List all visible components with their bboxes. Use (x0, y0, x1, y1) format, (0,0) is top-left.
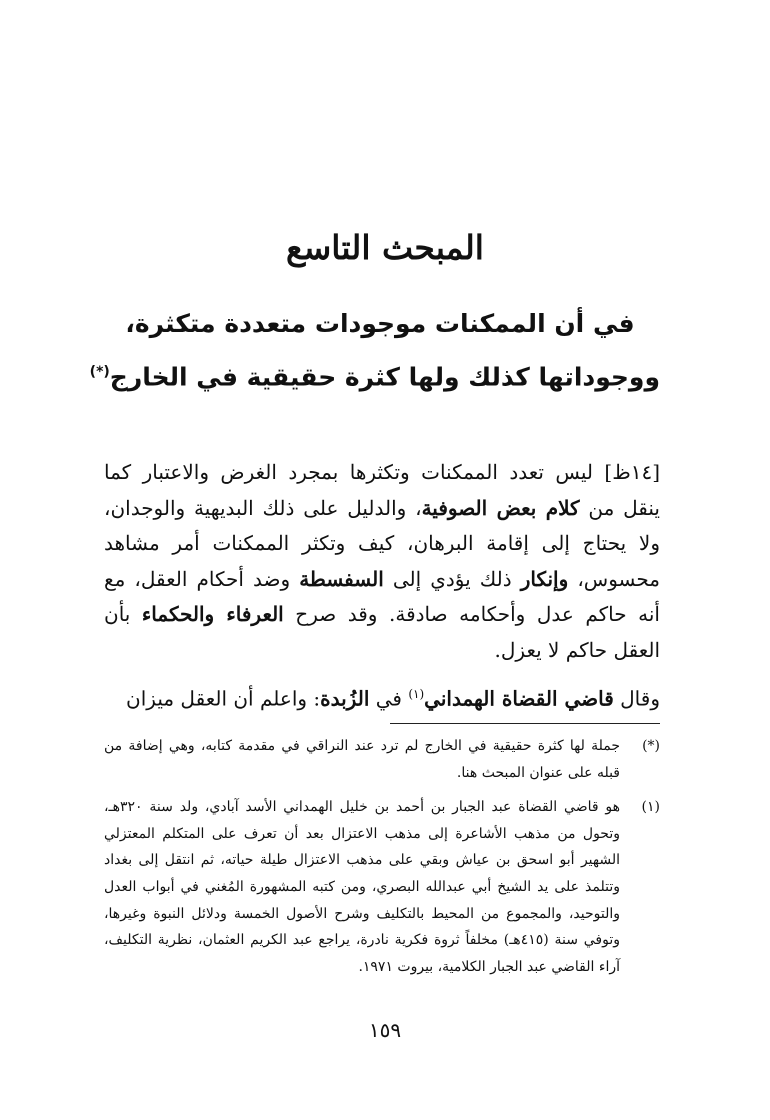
title-footnote-marker: (*) (89, 364, 110, 380)
paragraph-text: ذلك يؤدي إلى (383, 566, 521, 591)
footnote-1 (104, 794, 660, 980)
footnote-marker: (١) (641, 799, 660, 816)
footnote-marker: (*) (642, 738, 660, 754)
paragraph-text: : واعلم أن العقل ميزان (126, 686, 321, 711)
paragraph-text: [١٤ظ] ليس تعدد الممكنات وتكثرها بمجرد الغرض والاعتبار كما ينقل من (104, 460, 660, 520)
paragraph-text: ، والدليل على ذلك البديهية والوجدان، ولا يحتاج إلى إقامة البرهان، كيف وتكثر الممكنات أمر مشاهد محسوس، (104, 495, 660, 591)
chapter-title-line-1: في أن الممكنات موجودات متعددة متكثرة، (125, 309, 635, 338)
body-text (104, 455, 660, 717)
chapter-title-line-2 (89, 348, 660, 401)
paragraph-text: وقال (613, 686, 660, 711)
footnote-reference: (١) (408, 687, 425, 701)
paragraph-text: وضد أحكام العقل، مع أنه حاكم عدل وأحكامه صادقة. وقد صرح (104, 566, 660, 626)
paragraph-text: في (369, 686, 409, 711)
chapter-label: المبحث التاسع (286, 228, 484, 267)
bold-term: الزُبدة (320, 686, 370, 711)
footnotes (104, 733, 660, 980)
footnote-text: هو قاضي القضاة عبد الجبار بن أحمد بن خليل الهمداني الأسد آبادي، ولد سنة ٣٢٠هـ، وتحول من مذهب الأشاعرة إلى مذهب الاعتزال بعد أن تعرف على المتكلم المعتزلي الشهير أبو اسحق بن عياش وبقي على مذهب الاعتزال طيلة حياته، ثم انتقل إلى بغداد وتتلمذ على يد الشيخ أبي عبدالله البصري، ومن كتبه المشهورة المُغني في أبواب العدل والتوحيد، والمجموع من المحيط بالتكليف وشرح الأصول الخمسة ودلائل النبوة وغيرها، وتوفي سنة (٤١٥هـ) مخلفاً ثروة فكرية نادرة، يراجع عبد الكريم العثمان، نظرية التكليف، آراء القاضي عبد الجبار الكلامية، بيروت ١٩٧١. (104, 799, 620, 975)
bold-term: قاضي القضاة الهمداني (424, 686, 614, 711)
footnote-text: جملة لها كثرة حقيقية في الخارج لم ترد عند النراقي في مقدمة كتابه، وهي إضافة من قبله على عنوان المبحث هنا. (104, 738, 620, 781)
paragraph-text: بأن العقل حاكم لا يعزل. (104, 602, 660, 662)
paragraph-2 (104, 677, 660, 717)
page-number: ١٥٩ (368, 1018, 402, 1042)
footnote-star (104, 733, 660, 786)
footnote-divider (390, 723, 660, 724)
bold-term: وإنكار (520, 566, 569, 591)
bold-term: السفسطة (299, 566, 384, 591)
chapter-title (89, 300, 660, 401)
bold-term: العرفاء والحكماء (141, 602, 284, 626)
paragraph-1 (104, 455, 660, 668)
bold-term: كلام بعض الصوفية (421, 495, 580, 520)
chapter-title-line-2-text: ووجوداتها كذلك ولها كثرة حقيقية في الخارج (109, 362, 660, 392)
